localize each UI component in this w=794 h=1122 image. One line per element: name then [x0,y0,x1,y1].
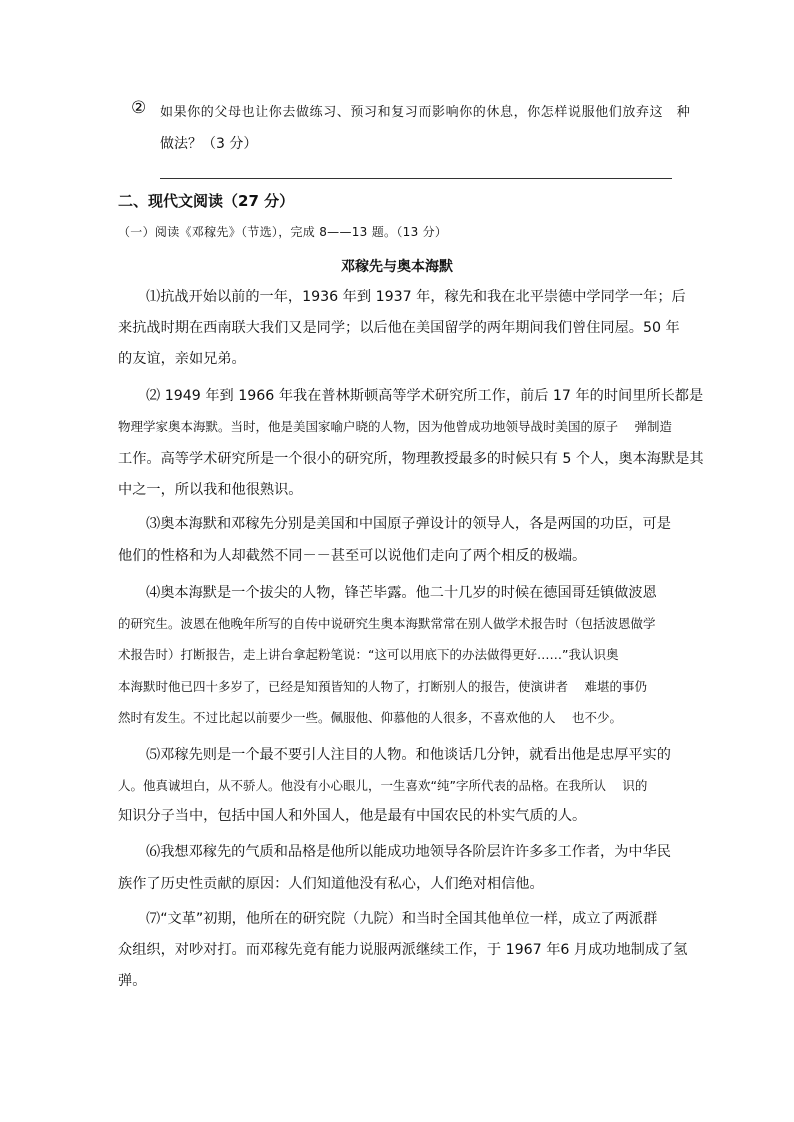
question-text-line1: 如果你的父母也让你去做练习、预习和复习而影响你的休息，你怎样说服他们放弃这 种 [160,105,691,120]
paragraph-line: 他们的性格和为人却截然不同－－甚至可以说他们走向了两个相反的极端。 [118,548,587,564]
section-subheading: （一）阅读《邓稼先》（节选），完成 8——13 题。（13 分） [118,225,448,239]
paragraph-line: ⑺“文革”初期，他所在的研究院（九院）和当时全国其他单位一样，成立了两派群 [146,911,658,927]
question-number: ② [131,98,147,118]
paragraph-line: 人。他真诚坦白，从不骄人。他没有小心眼儿，一生喜欢“纯”字所代表的品格。在我所认 识的 [118,778,648,793]
paragraph-line: ⑶奥本海默和邓稼先分别是美国和中国原子弹设计的领导人，各是两国的功臣，可是 [146,516,671,532]
paragraph-line: 术报告时）打断报告，走上讲台拿起粉笔说：“这可以用底下的办法做得更好……”我认识奥 [118,647,619,662]
paragraph-line: 知识分子当中，包括中国人和外国人，他是最有中国农民的朴实气质的人。 [118,808,587,824]
paragraph-line: 工作。高等学术研究所是一个很小的研究所，物理教授最多的时候只有 5 个人，奥本海默是其 [118,451,704,467]
paragraph-line: 来抗战时期在西南联大我们又是同学；以后他在美国留学的两年期间我们曾住同屋。50 年 [118,320,680,336]
paragraph-line: 然时有发生。不过比起以前要少一些。佩服他、仰慕他的人很多，不喜欢他的人 也不少。 [118,710,622,725]
paragraph-line: 本海默时他已四十多岁了，已经是知預皆知的人物了，打断别人的报告，使演讲者 难堪的事仍 [118,679,647,694]
paragraph-line: ⑵ 1949 年到 1966 年我在普林斯顿高等学术研究所工作，前后 17 年的时间里所长都是 [146,388,704,404]
article-title: 邓稼先与奥本海默 [341,259,453,275]
paragraph-line: 弹。 [118,973,147,989]
section-heading: 二、现代文阅读（27 分） [118,192,295,210]
paragraph-line: 中之一，所以我和他很熟识。 [118,482,303,498]
paragraph-line: ⑷奥本海默是一个拔尖的人物，锋芒毕露。他二十几岁的时候在德国哥廷镇做波恩 [146,585,657,601]
paragraph-line: 的研究生。波恩在他晚年所写的自传中说研究生奥本海默常常在别人做学术报告时（包括波恩做学 [118,616,656,631]
paragraph-line: ⑸邓稼先则是一个最不要引人注目的人物。和他谈话几分钟，就看出他是忠厚平实的 [146,747,671,763]
paragraph-line: 族作了历史性贡献的原因：人们知道他没有私心，人们绝对相信他。 [118,876,544,892]
paragraph-line: ⑹我想邓稼先的气质和品格是他所以能成功地领导各阶层许许多多工作者，为中华民 [146,844,671,860]
answer-line [160,178,672,179]
paragraph-line: 物理学家奥本海默。当时，他是美国家喻户晓的人物，因为他曾成功地领导战时美国的原子 弹制造 [118,419,672,434]
paragraph-line: 众组织，对吵对打。而邓稼先竟有能力说服两派继续工作，于 1967 年6 月成功地制成了氢 [118,942,688,958]
paragraph-line: ⑴抗战开始以前的一年，1936 年到 1937 年，稼先和我在北平崇德中学同学一年；后 [146,289,686,305]
paragraph-line: 的友谊，亲如兄弟。 [118,351,246,367]
question-text-line2: 做法？（3 分） [160,136,258,152]
